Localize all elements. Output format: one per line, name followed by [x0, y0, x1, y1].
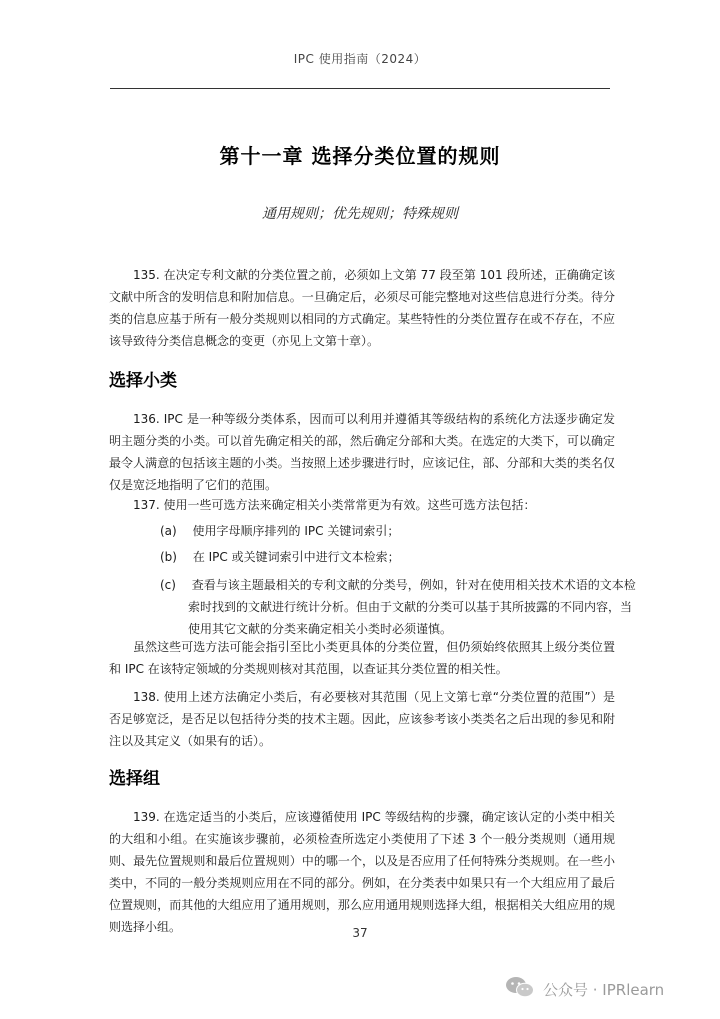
- paragraph-139: 139. 在选定适当的小类后，应该遵循使用 IPC 等级结构的步骤，确定该认定的小类中相关的大组和小组。在实施该步骤前，必须检查所选定小类使用了下述 3 个一般分类规则（通用规则、最先位置规则和最后位置规则）中的哪一个，以及是否应用了任何特殊分类规则。在一些小类中，不同的一般分类规则应用在不同的部分。例如，在分类表中如果只有一个大组应用了最后位置规则，而其他的大组应用了通用规则，那么应用通用规则选择大组，根据相关大组应用的规则选择小组。: [109, 810, 615, 934]
- watermark: [505, 976, 664, 1002]
- page-number: 37: [352, 926, 368, 940]
- section-heading-select-group: 选择组: [109, 769, 160, 789]
- section-heading-select-subclass: 选择小类: [109, 371, 177, 391]
- method-marker: (b): [160, 550, 177, 564]
- wechat-icon: [505, 976, 543, 1002]
- chapter-title: 第十一章 选择分类位置的规则: [219, 144, 501, 168]
- paragraph-137: 137. 使用一些可选方法来确定相关小类常常更为有效。这些可选方法包括：: [133, 498, 536, 512]
- method-marker: (a): [160, 524, 177, 538]
- method-item-a: [160, 520, 643, 542]
- header-rule: [110, 88, 610, 89]
- running-header: IPC 使用指南（2024）: [293, 52, 427, 66]
- paragraph-138: 138. 使用上述方法确定小类后，有必要核对其范围（见上文第七章“分类位置的范围”）是否足够宽泛，是否足以包括待分类的技术主题。因此，应该参考该小类类名之后出现的参见和附注以及其定义（如果有的话）。: [109, 690, 615, 748]
- watermark-text: 公众号 · IPRlearn: [543, 980, 665, 999]
- paragraph-135: 135. 在决定专利文献的分类位置之前，必须如上文第 77 段至第 101 段所述，正确确定该文献中所含的发明信息和附加信息。一旦确定后，必须尽可能完整地对这些信息进行分类。待分类的信息应基于所有一般分类规则以相同的方式确定。某些特性的分类位置存在或不存在，不应该导致待分类信息概念的变更（亦见上文第十章）。: [109, 268, 615, 348]
- method-text: 使用字母顺序排列的 IPC 关键词索引；: [192, 524, 400, 538]
- method-marker: (c): [160, 578, 176, 592]
- method-item-b: [160, 546, 643, 568]
- method-item-c: [160, 574, 643, 640]
- paragraph-136: 136. IPC 是一种等级分类体系，因而可以利用并遵循其等级结构的系统化方法逐步确定发明主题分类的小类。可以首先确定相关的部，然后确定分部和大类。在选定的大类下，可以确定最令人满意的包括该主题的小类。当按照上述步骤进行时，应该记住，部、分部和大类的类名仅仅是宽泛地指明了它们的范围。: [109, 412, 615, 492]
- method-text: 在 IPC 或关键词索引中进行文本检索；: [192, 550, 400, 564]
- paragraph-137-note: 虽然这些可选方法可能会指引至比小类更具体的分类位置，但仍须始终依照其上级分类位置和 IPC 在该特定领域的分类规则核对其范围，以查证其分类位置的相关性。: [109, 640, 615, 676]
- chapter-subtitle: 通用规则；优先规则；特殊规则: [262, 206, 458, 222]
- method-text: 查看与该主题最相关的专利文献的分类号，例如，针对在使用相关技术术语的文本检索时找到的文献进行统计分析。但由于文献的分类可以基于其所披露的不同内容，当使用其它文献的分类来确定相关小类时必须谨慎。: [188, 578, 636, 636]
